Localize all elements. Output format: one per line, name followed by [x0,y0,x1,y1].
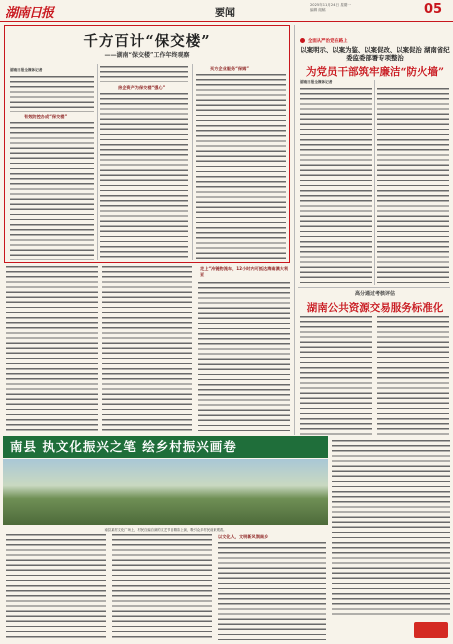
right-column-2-text [377,88,449,284]
feature-photo [3,459,328,525]
right-byline: 湖南日报全媒体记者 [300,80,333,84]
date-line: 2025年11月24日 星期一 编辑 阅稿 [310,3,351,12]
lead-subhead-2: 房企资产为保交楼“强心” [118,85,166,90]
mid-column-3-text [198,282,290,431]
lead-subhead-1: 有效防控办成“保交楼” [24,114,68,119]
section-divider [298,287,450,288]
lead-byline: 湖南日报全媒体记者 [10,68,43,72]
right2-column-1-text [300,316,372,435]
bottom-column-2-text [112,534,212,640]
bullet-icon [300,38,305,43]
lead-column-2b-text [100,93,188,260]
bottom-subhead-1: 以文化人，文明新风润南乡 [218,534,269,539]
feature-banner-title[interactable]: 南县 执文化振兴之笔 绘乡村振兴画卷 [10,439,237,454]
lead-column-1-text [10,76,94,112]
photo-caption: 南县某村文化广场上，村民自编自演的文艺节目精彩上演，吸引众多村民前来观看。 [104,528,227,532]
column-divider [97,64,98,260]
lead-column-2-text [100,66,188,82]
right-kicker: 全面从严治党在路上 [308,39,348,44]
bottom-column-3-text [218,542,326,640]
lead-subhead: ——湖南“保交楼”工作年终观察 [104,52,190,59]
column-divider [192,64,193,260]
page-column-divider [294,25,295,435]
page-number: 05 [424,2,443,17]
mid-headline[interactable]: 走上“冷链物流车，12小时内可抵达海南澳大利亚 [200,266,289,277]
right-main-title[interactable]: 为党员干部筑牢廉洁“防火墙” [305,66,445,78]
right2-column-2-text [377,316,449,435]
lead-column-1b-text [10,122,94,260]
right2-kicker: 高分通过考核评估 [354,291,395,297]
lead-headline[interactable]: 千方百计“保交楼” [83,33,211,50]
lead-column-3-text [196,74,286,260]
newspaper-logo: 湖南日报 [5,6,54,21]
right-column-1-text [300,88,372,284]
mid-column-2-text [102,266,192,431]
mid-column-1-text [6,266,98,431]
stamp-badge [414,622,448,638]
bottom-right-column-text [332,440,450,618]
column-divider [374,80,375,285]
right-title-line: 以案明示、以案为鉴、以案促改、以案促治 湖南省纪委监委部署专项整治 [300,46,450,62]
section-title: 要闻 [215,8,235,19]
lead-subhead-6: 买方企业服务“保姆” [210,66,250,71]
right2-title[interactable]: 湖南公共资源交易服务标准化 [306,302,444,314]
bottom-column-1-text [6,534,106,640]
